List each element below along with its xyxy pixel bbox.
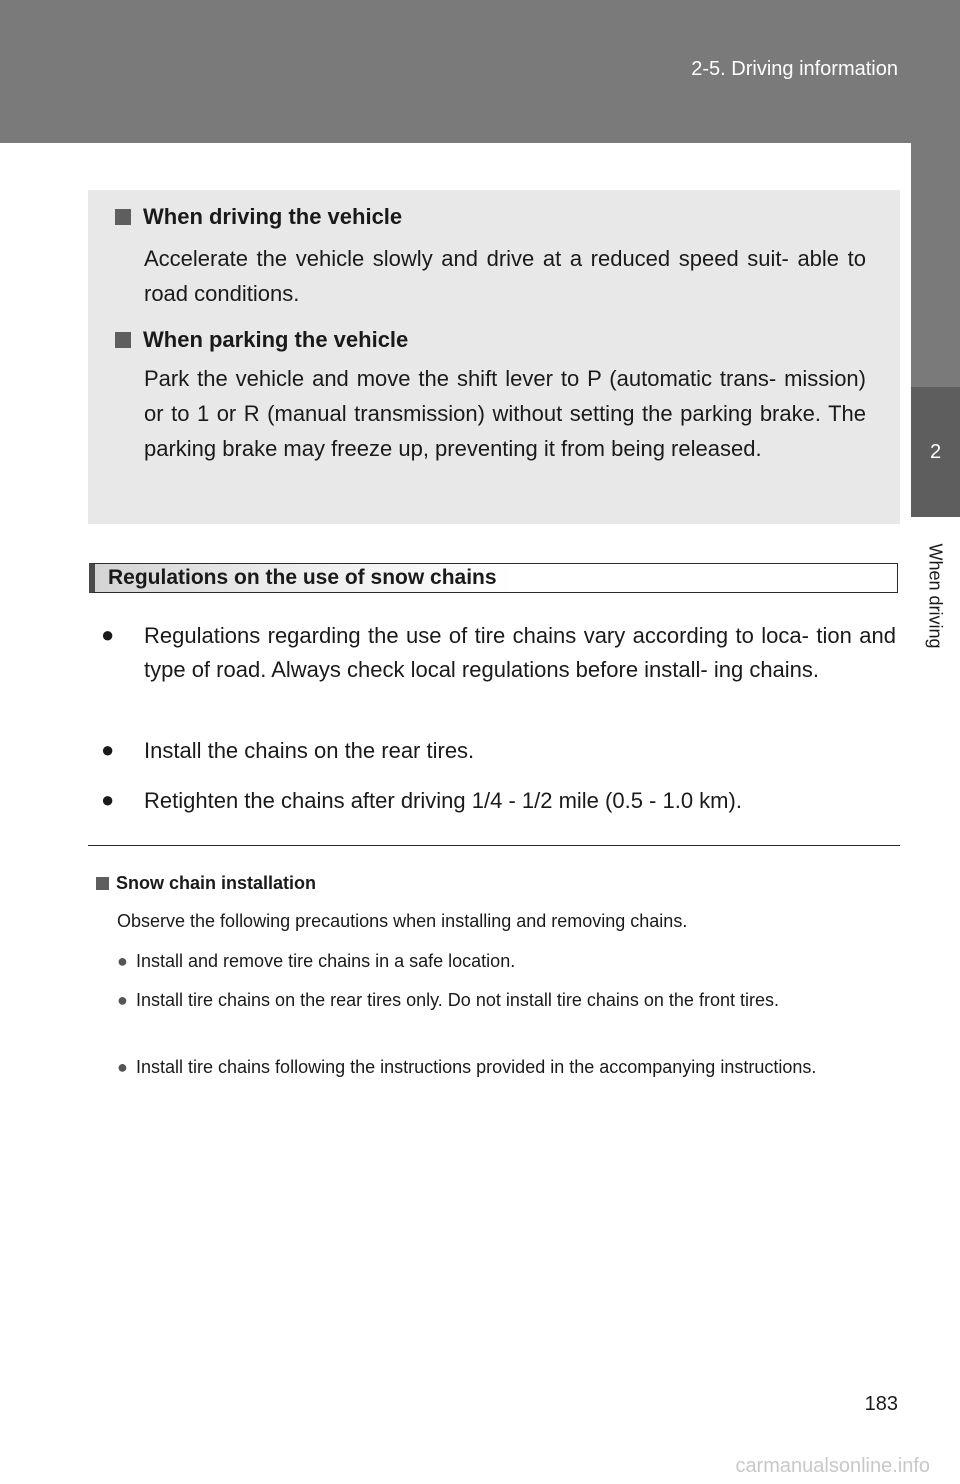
regulations-heading: Regulations on the use of snow chains [89, 563, 898, 593]
round-bullet-icon: ● [101, 622, 115, 647]
round-bullet-icon: ● [101, 787, 115, 812]
square-bullet-icon [96, 877, 109, 890]
square-bullet-icon [115, 332, 131, 348]
info-item-heading: When driving the vehicle [115, 204, 402, 230]
chapter-number: 2 [929, 440, 942, 463]
chapter-number-tab [911, 387, 960, 517]
square-bullet-icon [115, 209, 131, 225]
info-item-text: Accelerate the vehicle slowly and drive at a reduced speed suit- able to road conditions. [144, 246, 866, 306]
note-bullet-text: Install tire chains following the instructions provided in the accompanying instructions. [136, 1057, 817, 1077]
round-bullet-icon: ● [101, 737, 115, 762]
note-bullet-text: Install and remove tire chains in a safe location. [136, 951, 516, 971]
regulation-bullet-text: Install the chains on the rear tires. [144, 738, 475, 763]
regulation-bullet-text: Regulations regarding the use of tire chains vary according to loca- tion and type of road. Always check local regulations before install- ing chains. [144, 623, 896, 682]
section-title: 2-5. Driving information [691, 58, 898, 80]
note-bullet-text: Install tire chains on the rear tires only. Do not install tire chains on the front tires. [136, 990, 779, 1010]
regulation-bullet-text: Retighten the chains after driving 1/4 - 1/2 mile (0.5 - 1.0 km). [144, 788, 742, 813]
page-number: 183 [864, 1393, 898, 1415]
chapter-label: When driving [925, 543, 946, 649]
round-bullet-icon: ● [117, 990, 128, 1010]
divider [88, 845, 900, 846]
watermark: carmanualsonline.info [735, 1455, 930, 1477]
note-intro: Observe the following precautions when installing and removing chains. [117, 911, 688, 931]
info-item-text: Park the vehicle and move the shift lever to P (automatic trans- mission) or to 1 or R (manual transmission) without setting the parking brake. The parking brake may freeze up, preventing it from being released. [144, 366, 866, 461]
round-bullet-icon: ● [117, 951, 128, 971]
info-item-heading: When parking the vehicle [115, 327, 408, 353]
round-bullet-icon: ● [117, 1057, 128, 1077]
note-heading: Snow chain installation [96, 873, 316, 894]
